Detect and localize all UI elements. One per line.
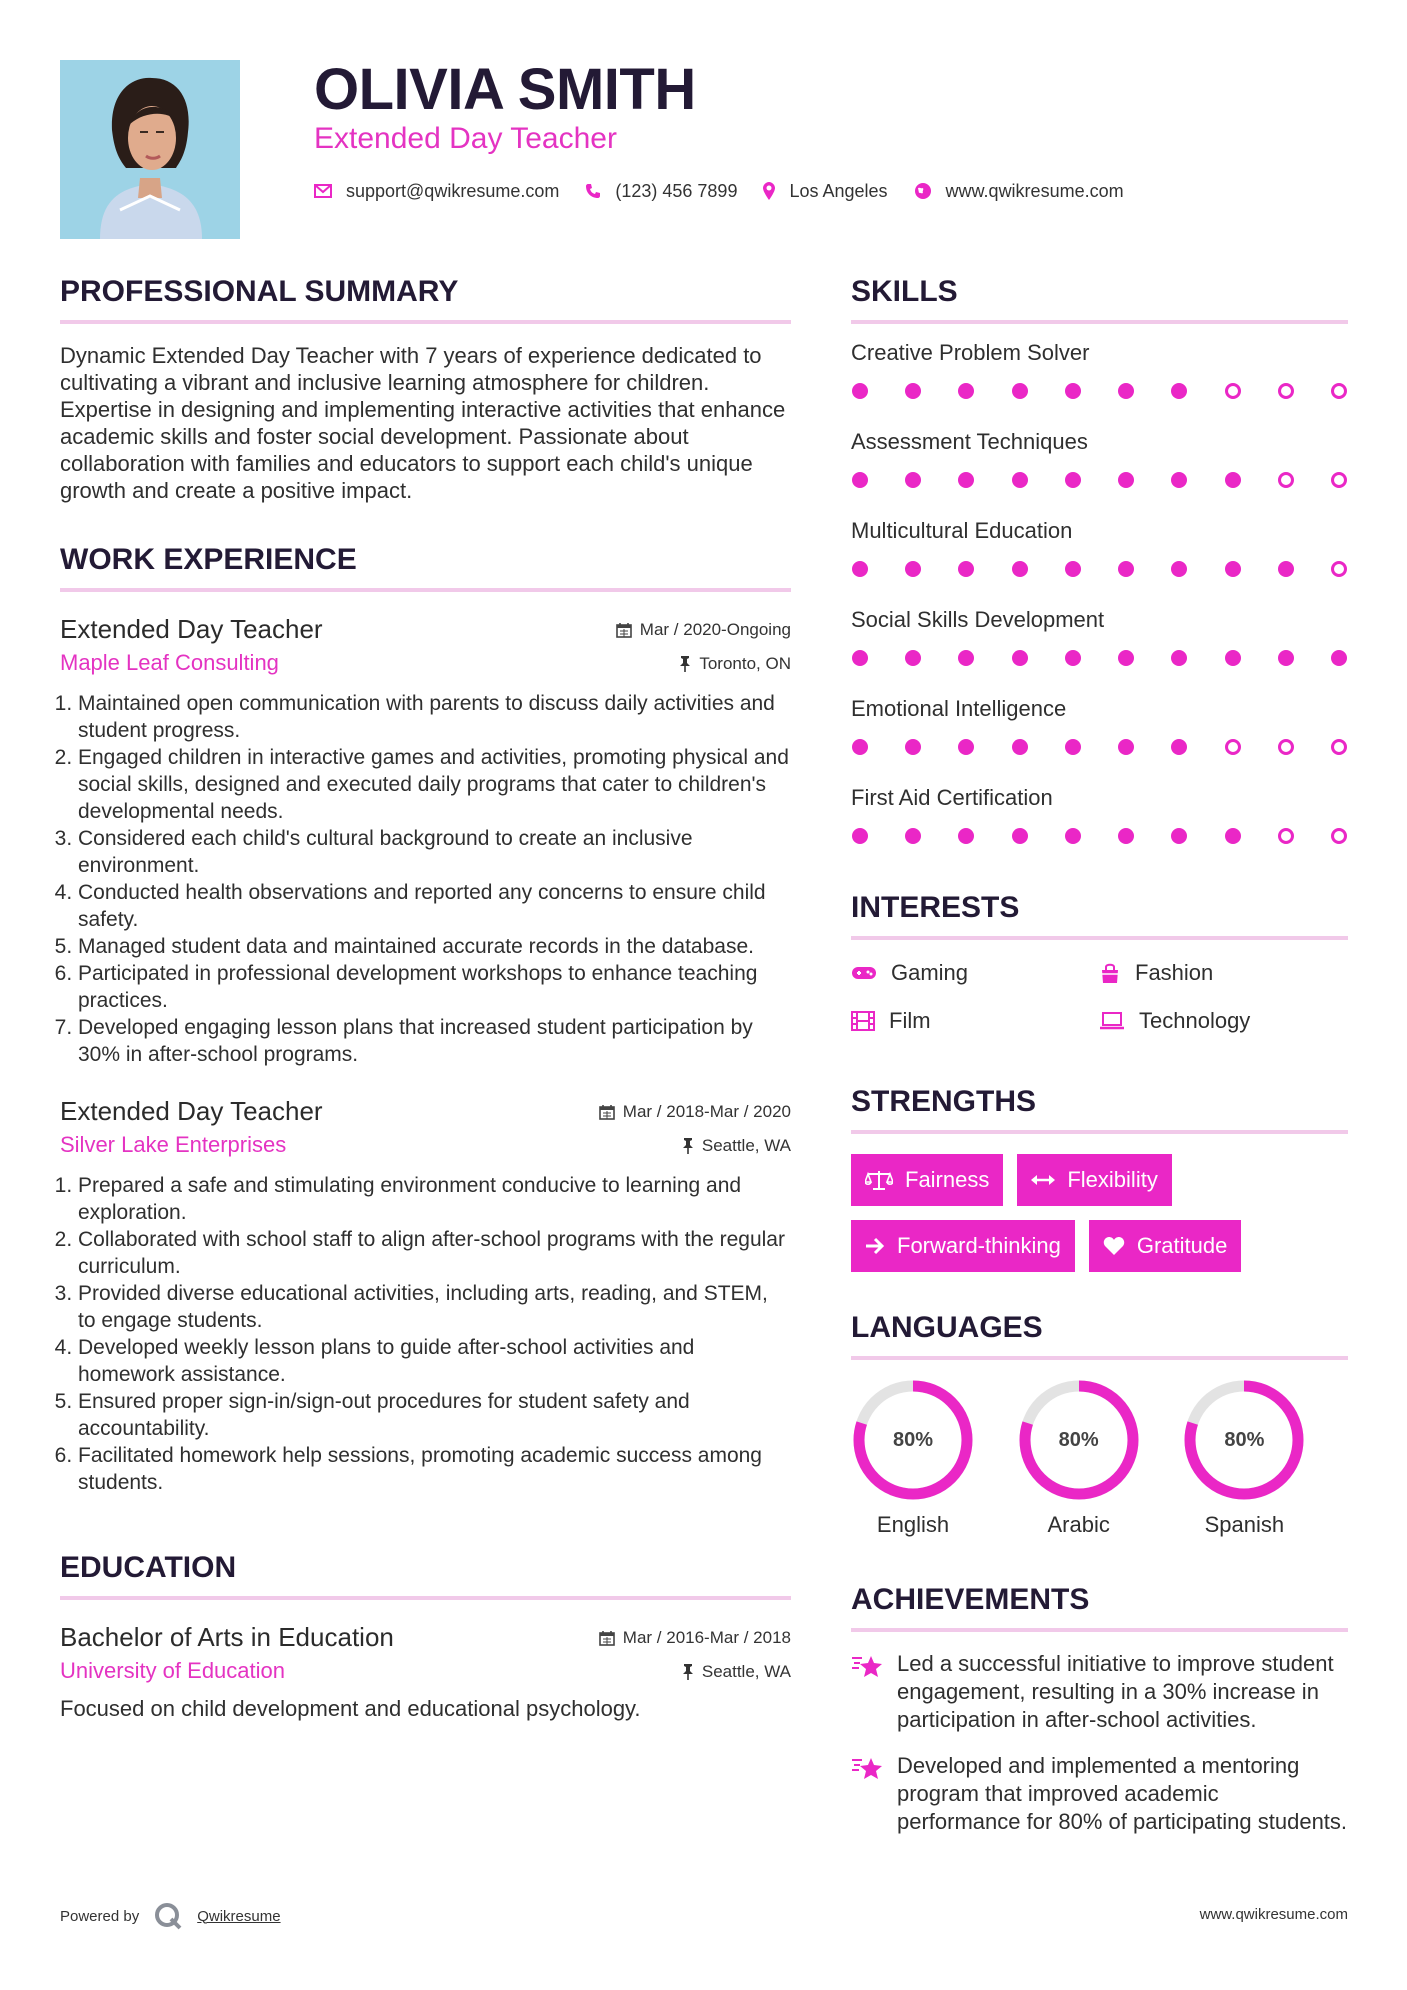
bullet-item: 6. Participated in professional development workshops to enhance teaching practices. bbox=[78, 960, 791, 1014]
skill-name: Social Skills Development bbox=[851, 607, 1105, 632]
globe-icon bbox=[914, 182, 932, 200]
shopping-bag-icon bbox=[1099, 962, 1121, 984]
section-divider bbox=[851, 936, 1348, 940]
company-name: Maple Leaf Consulting bbox=[60, 650, 279, 675]
shooting-star-icon bbox=[851, 1652, 883, 1678]
skill-item bbox=[851, 427, 1348, 502]
education-location-text: Seattle, WA bbox=[701, 1662, 791, 1681]
interest-label: Technology bbox=[1139, 1008, 1251, 1033]
bullet-item: 2. Collaborated with school staff to align after-school programs with the regular curriculum. bbox=[78, 1226, 791, 1280]
rating-dot-empty bbox=[1225, 383, 1241, 399]
candidate-role: Extended Day Teacher bbox=[314, 122, 617, 155]
rating-dot-filled bbox=[1171, 472, 1187, 488]
language-percent: 80% bbox=[1224, 1428, 1265, 1451]
language-name: Spanish bbox=[1204, 1512, 1285, 1537]
rating-dot-filled bbox=[905, 828, 921, 844]
job-date bbox=[599, 1102, 791, 1122]
rating-dot-empty bbox=[1278, 739, 1294, 755]
arrow-right-icon bbox=[865, 1237, 885, 1255]
gamepad-icon bbox=[851, 965, 877, 981]
heart-icon bbox=[1103, 1236, 1125, 1256]
email-text: support@qwikresume.com bbox=[346, 180, 560, 201]
rating-dot-filled bbox=[1065, 383, 1081, 399]
job-location bbox=[682, 1136, 791, 1156]
bullet-item: 6. Facilitated homework help sessions, promoting academic success among students. bbox=[78, 1442, 791, 1496]
strength-tag bbox=[1089, 1220, 1242, 1272]
job-date-text: Mar / 2020-Ongoing bbox=[639, 620, 791, 639]
interest-item bbox=[851, 1006, 1099, 1036]
job-location-text: Toronto, ON bbox=[699, 654, 791, 673]
education-entry bbox=[60, 1620, 791, 1722]
qwikresume-link[interactable]: Qwikresume bbox=[197, 1907, 281, 1925]
summary-section bbox=[60, 272, 791, 504]
rating-dot-filled bbox=[1065, 561, 1081, 577]
skills-list bbox=[851, 338, 1348, 858]
pushpin-icon bbox=[679, 656, 691, 672]
job-entry bbox=[60, 612, 791, 1068]
language-percent: 80% bbox=[892, 1428, 934, 1451]
rating-dot-filled bbox=[1171, 828, 1187, 844]
contact-location bbox=[763, 181, 887, 202]
bullet-item: 1. Maintained open communication with parents to discuss daily activities and student progress. bbox=[78, 690, 791, 744]
section-title: PROFESSIONAL SUMMARY bbox=[60, 275, 459, 308]
right-column bbox=[851, 272, 1348, 1836]
language-item bbox=[1017, 1378, 1183, 1538]
rating-dot-filled bbox=[1065, 828, 1081, 844]
section-divider bbox=[60, 320, 791, 324]
achievements-section bbox=[851, 1580, 1348, 1836]
education-date-text: Mar / 2016-Mar / 2018 bbox=[622, 1628, 791, 1647]
left-column bbox=[60, 272, 791, 1722]
section-title: SKILLS bbox=[851, 275, 958, 308]
phone-icon bbox=[585, 183, 601, 199]
bullet-item: 4. Developed weekly lesson plans to guide after-school activities and homework assistance. bbox=[78, 1334, 791, 1388]
experience-section bbox=[60, 540, 791, 1496]
rating-dot-filled bbox=[1118, 472, 1134, 488]
rating-dot-filled bbox=[1171, 561, 1187, 577]
summary-text: Dynamic Extended Day Teacher with 7 years of experience dedicated to cultivating a vibrant and inclusive learning atmosphere for children. Expertise in designing and implementing interactive activities that enhance academic skills and foster social development. Passionate about collaboration with families and educators to support each child's unique growth and create a positive impact. bbox=[60, 343, 786, 503]
rating-dot-filled bbox=[1065, 650, 1081, 666]
interest-label: Fashion bbox=[1135, 960, 1214, 985]
pushpin-icon bbox=[682, 1664, 694, 1680]
language-progress-ring bbox=[851, 1378, 975, 1502]
section-divider bbox=[851, 1628, 1348, 1632]
rating-dot-empty bbox=[1331, 383, 1347, 399]
rating-dot-filled bbox=[1065, 739, 1081, 755]
rating-dot-empty bbox=[1331, 739, 1347, 755]
job-bullets bbox=[60, 1172, 791, 1496]
languages-section bbox=[851, 1308, 1348, 1538]
language-item bbox=[1182, 1378, 1348, 1538]
interest-label: Gaming bbox=[891, 960, 969, 985]
job-location bbox=[679, 654, 791, 674]
strength-label: Forward-thinking bbox=[897, 1233, 1061, 1258]
rating-dot-filled bbox=[1012, 739, 1028, 755]
strength-label: Flexibility bbox=[1067, 1167, 1158, 1192]
company-name: Silver Lake Enterprises bbox=[60, 1132, 287, 1157]
bullet-item: 2. Engaged children in interactive games and activities, promoting physical and social skills, designed and executed daily programs that cater to children's developmental needs. bbox=[78, 744, 791, 825]
bullet-item: 3. Provided diverse educational activities, including arts, reading, and STEM, to engage students. bbox=[78, 1280, 791, 1334]
rating-dot-filled bbox=[1065, 472, 1081, 488]
envelope-icon bbox=[314, 184, 332, 198]
interests-list bbox=[851, 958, 1348, 1036]
arrows-horizontal-icon bbox=[1031, 1173, 1055, 1187]
education-date bbox=[599, 1628, 791, 1648]
education-section bbox=[60, 1548, 791, 1722]
achievement-text: Developed and implemented a mentoring program that improved academic performance for 80% of participating students. bbox=[897, 1753, 1348, 1834]
rating-dot-filled bbox=[958, 472, 974, 488]
rating-dot-filled bbox=[958, 383, 974, 399]
language-name: Arabic bbox=[1047, 1512, 1110, 1537]
rating-dot-filled bbox=[852, 650, 868, 666]
rating-dot-filled bbox=[1278, 561, 1294, 577]
section-divider bbox=[851, 320, 1348, 324]
phone-text: (123) 456 7899 bbox=[615, 180, 738, 201]
rating-dot-empty bbox=[1278, 472, 1294, 488]
film-icon bbox=[851, 1011, 875, 1031]
rating-dot-filled bbox=[958, 739, 974, 755]
rating-dot-filled bbox=[1012, 561, 1028, 577]
rating-dot-filled bbox=[905, 472, 921, 488]
skill-name: Emotional Intelligence bbox=[851, 696, 1067, 721]
interest-item bbox=[1099, 958, 1347, 988]
skills-section bbox=[851, 272, 1348, 858]
interest-label: Film bbox=[889, 1008, 931, 1033]
skill-item bbox=[851, 783, 1348, 858]
map-marker-icon bbox=[763, 182, 775, 200]
rating-dot-filled bbox=[958, 650, 974, 666]
calendar-icon bbox=[599, 1630, 615, 1646]
shooting-star-icon bbox=[851, 1754, 883, 1780]
skill-name: Creative Problem Solver bbox=[851, 340, 1090, 365]
candidate-name: OLIVIA SMITH bbox=[314, 57, 696, 122]
job-location-text: Seattle, WA bbox=[701, 1136, 791, 1155]
education-description: Focused on child development and educational psychology. bbox=[60, 1696, 641, 1721]
skill-item bbox=[851, 694, 1348, 769]
interest-item bbox=[851, 958, 1099, 988]
rating-dot-filled bbox=[1171, 739, 1187, 755]
language-item bbox=[851, 1378, 1017, 1538]
rating-dot-filled bbox=[1118, 739, 1134, 755]
website-text: www.qwikresume.com bbox=[945, 180, 1124, 201]
bullet-item: 1. Prepared a safe and stimulating environment conducive to learning and exploration. bbox=[78, 1172, 791, 1226]
contact-bar bbox=[314, 176, 1150, 206]
achievement-item bbox=[851, 1650, 1348, 1734]
rating-dot-empty bbox=[1331, 561, 1347, 577]
language-progress-ring bbox=[1017, 1378, 1141, 1502]
rating-dot-filled bbox=[1331, 650, 1347, 666]
achievement-item bbox=[851, 1752, 1348, 1836]
rating-dot-filled bbox=[1278, 650, 1294, 666]
rating-dot-filled bbox=[905, 561, 921, 577]
skill-name: First Aid Certification bbox=[851, 785, 1053, 810]
rating-dot-empty bbox=[1278, 383, 1294, 399]
skill-rating bbox=[851, 457, 1348, 502]
interest-item bbox=[1099, 1006, 1347, 1036]
qwikresume-logo-icon bbox=[153, 1901, 183, 1931]
strength-tag bbox=[851, 1154, 1003, 1206]
contact-website[interactable] bbox=[914, 181, 1124, 202]
school-name: University of Education bbox=[60, 1658, 285, 1683]
section-divider bbox=[60, 588, 791, 592]
rating-dot-filled bbox=[1012, 383, 1028, 399]
contact-phone[interactable] bbox=[585, 181, 737, 202]
strength-label: Gratitude bbox=[1136, 1233, 1228, 1258]
footer-powered-by bbox=[60, 1898, 281, 1934]
rating-dot-filled bbox=[852, 383, 868, 399]
strengths-section bbox=[851, 1082, 1348, 1272]
skill-rating bbox=[851, 546, 1348, 591]
rating-dot-filled bbox=[1118, 828, 1134, 844]
languages-list bbox=[851, 1378, 1348, 1538]
section-divider bbox=[60, 1596, 791, 1600]
rating-dot-filled bbox=[1012, 828, 1028, 844]
rating-dot-empty bbox=[1225, 739, 1241, 755]
rating-dot-filled bbox=[1118, 383, 1134, 399]
rating-dot-filled bbox=[1012, 650, 1028, 666]
calendar-icon bbox=[616, 622, 632, 638]
strength-tag bbox=[851, 1220, 1075, 1272]
powered-by-text: Powered by bbox=[60, 1907, 140, 1925]
bullet-item: 3. Considered each child's cultural background to create an inclusive environment. bbox=[78, 825, 791, 879]
balance-scale-icon bbox=[865, 1169, 893, 1191]
education-location bbox=[682, 1662, 791, 1682]
skill-item bbox=[851, 338, 1348, 413]
section-title: ACHIEVEMENTS bbox=[851, 1583, 1090, 1616]
section-title: EDUCATION bbox=[60, 1551, 237, 1584]
degree-title: Bachelor of Arts in Education bbox=[60, 1622, 394, 1652]
language-percent: 80% bbox=[1058, 1428, 1099, 1451]
rating-dot-filled bbox=[905, 383, 921, 399]
rating-dot-filled bbox=[1225, 650, 1241, 666]
footer-website[interactable]: www.qwikresume.com bbox=[1199, 1906, 1348, 1923]
rating-dot-empty bbox=[1278, 828, 1294, 844]
section-divider bbox=[851, 1356, 1348, 1360]
job-date bbox=[616, 620, 791, 640]
bullet-item: 4. Conducted health observations and reported any concerns to ensure child safety. bbox=[78, 879, 791, 933]
rating-dot-filled bbox=[958, 828, 974, 844]
skill-rating bbox=[851, 724, 1348, 769]
rating-dot-filled bbox=[958, 561, 974, 577]
rating-dot-filled bbox=[1118, 561, 1134, 577]
rating-dot-empty bbox=[1331, 472, 1347, 488]
job-entry bbox=[60, 1094, 791, 1496]
job-date-text: Mar / 2018-Mar / 2020 bbox=[622, 1102, 791, 1121]
skill-name: Assessment Techniques bbox=[851, 429, 1088, 454]
rating-dot-filled bbox=[1225, 561, 1241, 577]
strength-label: Fairness bbox=[905, 1167, 990, 1192]
section-title: WORK EXPERIENCE bbox=[60, 543, 357, 576]
section-title: LANGUAGES bbox=[851, 1311, 1043, 1344]
skill-item bbox=[851, 516, 1348, 591]
rating-dot-filled bbox=[852, 739, 868, 755]
rating-dot-empty bbox=[1331, 828, 1347, 844]
profile-photo bbox=[60, 60, 240, 239]
section-divider bbox=[851, 1130, 1348, 1134]
bullet-item: 7. Developed engaging lesson plans that increased student participation by 30% in after-school programs. bbox=[78, 1014, 791, 1068]
rating-dot-filled bbox=[852, 828, 868, 844]
job-bullets bbox=[60, 690, 791, 1068]
strengths-list bbox=[851, 1154, 1348, 1272]
rating-dot-filled bbox=[905, 650, 921, 666]
language-name: English bbox=[876, 1512, 950, 1537]
bullet-item: 5. Ensured proper sign-in/sign-out procedures for student safety and accountability. bbox=[78, 1388, 791, 1442]
bullet-item: 5. Managed student data and maintained accurate records in the database. bbox=[78, 933, 791, 960]
section-title: INTERESTS bbox=[851, 891, 1020, 924]
rating-dot-filled bbox=[1171, 383, 1187, 399]
rating-dot-filled bbox=[905, 739, 921, 755]
skill-rating bbox=[851, 635, 1348, 680]
job-title: Extended Day Teacher bbox=[60, 1096, 323, 1126]
rating-dot-filled bbox=[1118, 650, 1134, 666]
achievement-text: Led a successful initiative to improve student engagement, resulting in a 30% increase in participation in after-school activities. bbox=[897, 1651, 1334, 1732]
rating-dot-filled bbox=[1225, 828, 1241, 844]
rating-dot-filled bbox=[1012, 472, 1028, 488]
laptop-icon bbox=[1099, 1012, 1125, 1030]
language-progress-ring bbox=[1182, 1378, 1306, 1502]
strength-tag bbox=[1017, 1154, 1171, 1206]
rating-dot-filled bbox=[1171, 650, 1187, 666]
skill-name: Multicultural Education bbox=[851, 518, 1073, 543]
contact-email[interactable] bbox=[314, 181, 559, 202]
location-text: Los Angeles bbox=[789, 180, 888, 201]
skill-rating bbox=[851, 368, 1348, 413]
skill-item bbox=[851, 605, 1348, 680]
interests-section bbox=[851, 888, 1348, 1036]
rating-dot-filled bbox=[1225, 472, 1241, 488]
rating-dot-filled bbox=[852, 472, 868, 488]
section-title: STRENGTHS bbox=[851, 1085, 1037, 1118]
calendar-icon bbox=[599, 1104, 615, 1120]
pushpin-icon bbox=[682, 1138, 694, 1154]
rating-dot-filled bbox=[852, 561, 868, 577]
skill-rating bbox=[851, 813, 1348, 858]
job-title: Extended Day Teacher bbox=[60, 614, 323, 644]
